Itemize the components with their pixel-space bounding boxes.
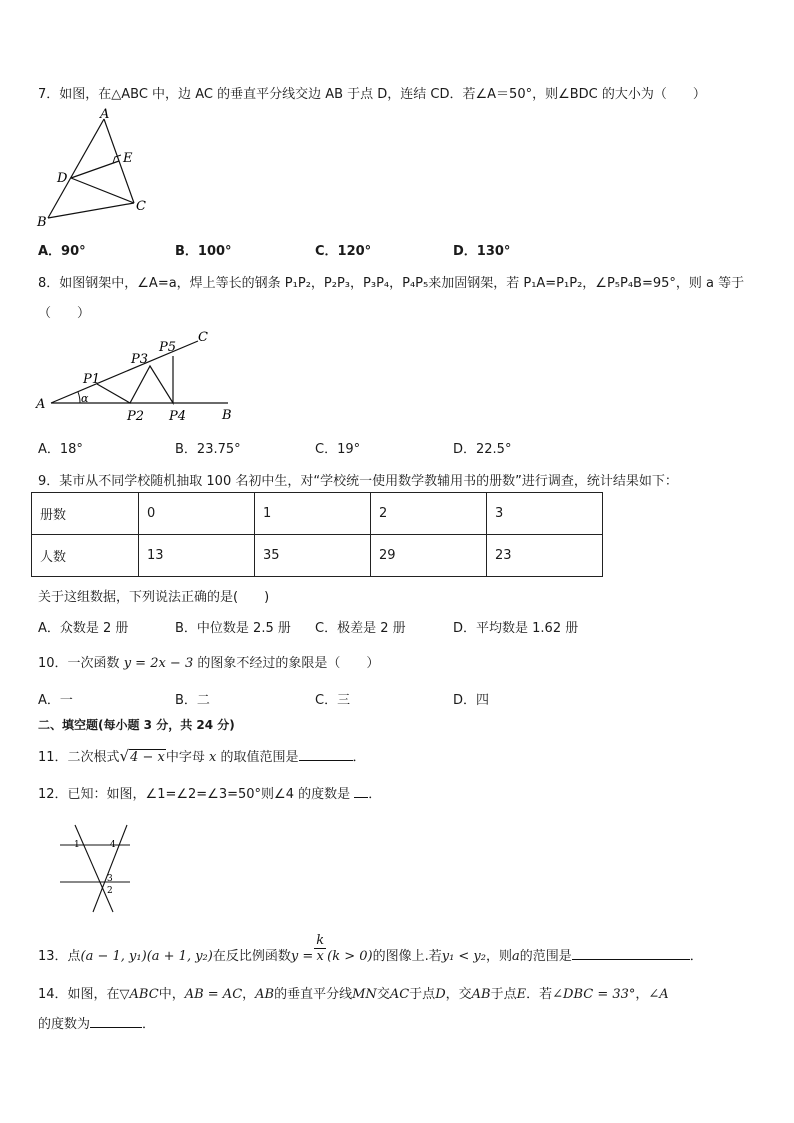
q14-part: 的垂直平分线 bbox=[274, 987, 353, 1002]
q10-option-c: C．三 bbox=[315, 693, 351, 708]
q13-inequality: y₁ < y₂ bbox=[441, 949, 486, 964]
q8-label-c: C bbox=[198, 330, 208, 345]
q14-segment: AB bbox=[255, 987, 275, 1002]
q14-answer-blank[interactable] bbox=[90, 1027, 142, 1028]
q14-part: ，交 bbox=[445, 987, 472, 1002]
q12-label-3: 3 bbox=[107, 874, 113, 884]
q13-denominator: x bbox=[316, 949, 324, 964]
q13-text: 13．点(a − 1, y₁)(a + 1, y₂)在反比例函数y = $\frac{k}{x}$ (k > 0)的图像上.若y₁ < y₂，则a的范围是 ． bbox=[38, 933, 703, 964]
q9-stats-table bbox=[31, 492, 603, 577]
q12-answer-blank[interactable] bbox=[354, 797, 368, 798]
q10-suffix: 的图象不经过的象限是（ ） bbox=[197, 656, 380, 671]
q10-text bbox=[38, 652, 379, 671]
q8-option-c: C．19° bbox=[315, 442, 361, 457]
table-cell: 0 bbox=[139, 493, 255, 535]
q8-text-line1: 8．如图钢架中，∠A=a，焊上等长的钢条 P₁P₂，P₂P₃，P₃P₄，P₄P₅来加固钢架，若 P₁A=P₁P₂，∠P₅P₄B=95°，则 a 等于 bbox=[38, 276, 745, 291]
q12-transversal-1 bbox=[75, 825, 113, 912]
table-cell: 3 bbox=[487, 493, 603, 535]
q11-suffix: 的取值范围是 bbox=[220, 750, 299, 765]
q9-text: 9．某市从不同学校随机抽取 100 名初中生，对“学校统一使用数学教辅用书的册数”进行调查，统计结果如下： bbox=[38, 474, 678, 489]
q14-part: 于点 bbox=[490, 987, 517, 1002]
q14-point-e: E bbox=[516, 987, 527, 1002]
table-cell: 册数 bbox=[32, 493, 139, 535]
q8-label-b: B bbox=[222, 408, 232, 423]
q13-condition: (k > 0) bbox=[327, 949, 373, 964]
table-cell: 23 bbox=[487, 535, 603, 577]
sqrt-sign: √ bbox=[119, 747, 130, 765]
q11-text: 11．二次根式√4 − x中字母 x 的取值范围是 ． bbox=[38, 747, 366, 765]
q14-line-mn: MN bbox=[352, 987, 377, 1002]
q8-option-a: A．18° bbox=[38, 442, 83, 457]
q8-label-alpha: α bbox=[81, 392, 89, 405]
q14-line1 bbox=[38, 983, 669, 1002]
q14-point-d: D bbox=[435, 987, 446, 1002]
q12-label-2: 2 bbox=[107, 886, 113, 896]
q7-option-c: C．120° bbox=[315, 244, 372, 259]
q9-question: 关于这组数据，下列说法正确的是( ) bbox=[38, 590, 270, 605]
q7-side-ab bbox=[48, 119, 104, 218]
q11-var: x bbox=[209, 750, 217, 765]
q8-label-a: A bbox=[36, 397, 46, 412]
q11-prefix: 11．二次根式 bbox=[38, 750, 120, 765]
table-row bbox=[32, 493, 603, 535]
q12-figure bbox=[55, 820, 140, 915]
q8-option-d: D．22.5° bbox=[453, 442, 512, 457]
q10-option-d: D．四 bbox=[453, 693, 490, 708]
q7-side-bc bbox=[48, 203, 134, 218]
q7-text: 7．如图，在△ABC 中，边 AC 的垂直平分线交边 AB 于点 D，连结 CD．若∠A＝50°，则∠BDC 的大小为（ ） bbox=[38, 87, 706, 102]
q14-part: 交 bbox=[376, 987, 390, 1002]
q13-after2: ，则 bbox=[486, 949, 513, 964]
q13-var: a bbox=[512, 949, 520, 964]
q7-figure bbox=[33, 106, 153, 228]
q11-radicand: 4 − x bbox=[130, 750, 165, 765]
q7-segment-cd bbox=[71, 178, 134, 203]
q8-label-p2: P2 bbox=[127, 409, 145, 424]
q11-middle: 中字母 bbox=[165, 750, 205, 765]
q13-middle: 在反比例函数 bbox=[212, 949, 291, 964]
q8-label-p4: P4 bbox=[169, 409, 187, 424]
q13-prefix: 13．点 bbox=[38, 949, 81, 964]
q14-part: 于点 bbox=[409, 987, 436, 1002]
q14-part: 14．如图，在 bbox=[38, 987, 120, 1002]
q8-option-b: B．23.75° bbox=[175, 442, 241, 457]
q13-after: 的图像上.若 bbox=[372, 949, 442, 964]
q14-part: ， bbox=[635, 987, 649, 1002]
q7-label-e: E bbox=[123, 151, 133, 166]
q14-angle-dbc: ∠DBC = 33° bbox=[552, 987, 636, 1002]
table-cell: 人数 bbox=[32, 535, 139, 577]
q9-option-c: C．极差是 2 册 bbox=[315, 621, 406, 636]
table-cell: 13 bbox=[139, 535, 255, 577]
q14-part: 中， bbox=[158, 987, 185, 1002]
q13-numerator: k bbox=[316, 933, 325, 948]
q7-option-b: B．100° bbox=[175, 244, 232, 259]
q14-segment: AB bbox=[471, 987, 491, 1002]
q8-label-p1: P1 bbox=[83, 372, 101, 387]
q9-option-b: B．中位数是 2.5 册 bbox=[175, 621, 291, 636]
q14-angle-a: ∠A bbox=[648, 987, 669, 1002]
q12-label-4: 4 bbox=[110, 840, 116, 850]
q7-label-d: D bbox=[57, 171, 68, 186]
q10-option-a: A．一 bbox=[38, 693, 73, 708]
q11-answer-blank[interactable] bbox=[299, 760, 353, 761]
q12-transversal-2 bbox=[93, 825, 127, 912]
q10-option-b: B．二 bbox=[175, 693, 210, 708]
q12-text: 12．已知：如图，∠1=∠2=∠3=50°则∠4 的度数是 ． bbox=[38, 787, 382, 802]
q14-segment: AC bbox=[389, 987, 410, 1002]
q13-func-y: y = bbox=[290, 949, 314, 964]
q7-option-d: D．130° bbox=[453, 244, 511, 259]
q12-label-1: 1 bbox=[74, 840, 80, 850]
q8-label-p5: P5 bbox=[159, 340, 177, 355]
q7-label-b: B bbox=[37, 215, 47, 228]
q10-formula: y = 2x − 3 bbox=[123, 656, 194, 671]
table-row bbox=[32, 535, 603, 577]
q10-prefix: 10．一次函数 bbox=[38, 656, 120, 671]
q14-line2-text: 的度数为 bbox=[38, 1017, 91, 1032]
table-cell: 1 bbox=[255, 493, 371, 535]
q8-label-p3: P3 bbox=[131, 352, 149, 367]
q7-label-c: C bbox=[136, 199, 146, 214]
q9-option-d: D．平均数是 1.62 册 bbox=[453, 621, 579, 636]
table-cell: 2 bbox=[371, 493, 487, 535]
table-cell: 35 bbox=[255, 535, 371, 577]
q8-angle-arc bbox=[78, 392, 80, 403]
q13-answer-blank[interactable] bbox=[572, 959, 690, 960]
q14-equation: AB = AC bbox=[184, 987, 243, 1002]
q13-points: (a − 1, y₁)(a + 1, y₂) bbox=[80, 949, 213, 964]
q14-part: ， bbox=[242, 987, 256, 1002]
table-cell: 29 bbox=[371, 535, 487, 577]
section-title: 二、填空题(每小题 3 分，共 24 分) bbox=[38, 718, 235, 732]
q8-figure bbox=[33, 326, 248, 426]
q14-line2: 的度数为 ． bbox=[38, 1017, 156, 1032]
q13-fraction bbox=[314, 933, 326, 964]
q8-text-line2: （ ） bbox=[38, 306, 91, 321]
q7-label-a: A bbox=[100, 107, 110, 122]
q14-triangle: ▽ABC bbox=[119, 987, 159, 1002]
q7-option-a: A．90° bbox=[38, 244, 86, 259]
q13-suffix: 的范围是 bbox=[519, 949, 572, 964]
q14-part: ．若 bbox=[526, 987, 553, 1002]
q9-option-a: A．众数是 2 册 bbox=[38, 621, 129, 636]
q12-prefix: 12．已知：如图，∠1=∠2=∠3=50°则∠4 的度数是 bbox=[38, 787, 351, 802]
